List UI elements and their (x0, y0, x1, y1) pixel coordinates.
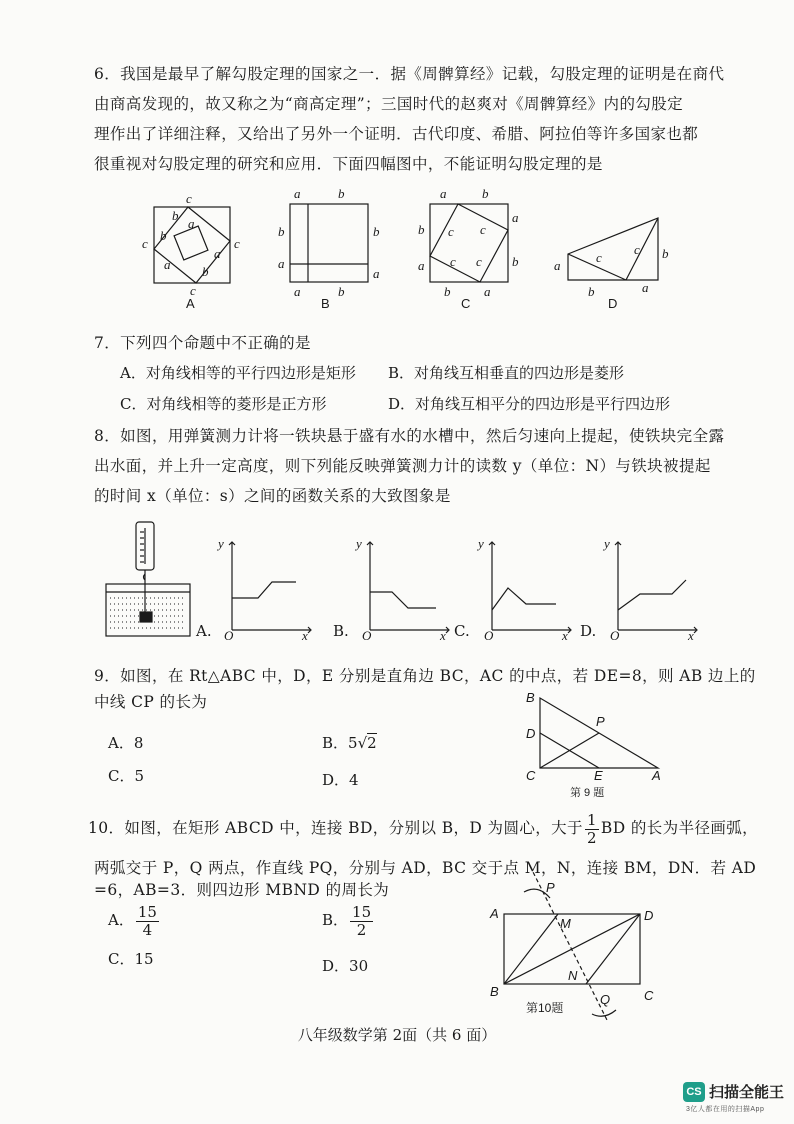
q6-d-c-2: c (634, 242, 640, 257)
q6-c-b-left: b (418, 222, 425, 237)
q10-option-b-num: 15 (352, 903, 372, 921)
q10-line-2: 两弧交于 P，Q 两点，作直线 PQ，分别与 AD，BC 交于点 M，N，连接 BM，DN．若 AD (94, 859, 757, 877)
q8-graph-b[interactable] (352, 536, 452, 640)
q10-option-a-den: 4 (142, 920, 153, 939)
q6-a-c-right: c (234, 236, 240, 251)
q8-line-2: 出水面，并上升一定高度，则下列能反映弹簧测力计的读数 y（单位：N）与铁块被提起 (94, 457, 711, 475)
q6-line-4: 很重视对勾股定理的研究和应用．下面四幅图中，不能证明勾股定理的是 (94, 155, 603, 173)
q6-b-a-left: a (278, 256, 285, 271)
q6-b-b-bot: b (338, 284, 345, 299)
q8-b-y: y (356, 536, 362, 551)
q10-figure (484, 864, 664, 1028)
q6-a-a-r: a (214, 246, 221, 261)
page-footer: 八年级数学第 2面（共 6 面） (297, 1026, 497, 1044)
q10-point-c: C (644, 988, 654, 1003)
q6-a-c-top: c (186, 191, 192, 206)
q10-line-1-after: BD 的长为半径画弧， (600, 819, 759, 837)
camscanner-logo-icon: CS (683, 1082, 705, 1102)
q6-b-b-right: b (373, 224, 380, 239)
q9-caption: 第 9 题 (570, 787, 605, 799)
q10-point-b: B (490, 984, 499, 999)
q7-option-a[interactable]: A．对角线相等的平行四边形是矩形 (120, 364, 356, 382)
q9-point-c: C (526, 768, 536, 783)
q6-a-b-mid: b (160, 228, 167, 243)
q10-option-a-label: A． (108, 911, 134, 929)
q8-a-x: x (302, 628, 308, 640)
q6-c-b-right: b (512, 254, 519, 269)
q10-option-a[interactable] (108, 904, 161, 938)
q7-option-b[interactable]: B．对角线互相垂直的四边形是菱形 (388, 364, 625, 382)
q10-point-n: N (568, 968, 578, 983)
q6-a-c-left: c (142, 236, 148, 251)
q10-option-a-fraction (136, 904, 159, 938)
q6-caption-b: B (321, 296, 330, 310)
q6-b-a-right: a (373, 266, 380, 281)
q10-point-a: A (490, 906, 499, 921)
q10-option-d[interactable]: D．30 (322, 957, 369, 975)
q10-half-num: 1 (586, 811, 597, 829)
q6-b-a-bot: a (294, 284, 301, 299)
q6-b-b-left: b (278, 224, 285, 239)
q6-figure-d (550, 208, 675, 310)
q9-point-a: A (652, 768, 661, 783)
q6-d-c-1: c (596, 250, 602, 265)
q6-d-b-right: b (662, 246, 669, 261)
q7-option-c[interactable]: C．对角线相等的菱形是正方形 (120, 395, 327, 413)
q6-a-a-mid: a (164, 257, 171, 272)
q6-c-a-left: a (418, 258, 425, 273)
q9-point-e: E (594, 768, 603, 783)
q8-line-1: 8．如图，用弹簧测力计将一铁块悬于盛有水的水槽中，然后匀速向上提起，使铁块完全露 (94, 427, 725, 445)
q8-graph-a[interactable] (214, 536, 314, 640)
q8-d-y: y (604, 536, 610, 551)
q9-option-b[interactable] (322, 732, 377, 753)
q6-c-a-top: a (440, 186, 447, 201)
q8-label-a[interactable]: A. (196, 622, 212, 640)
q6-caption-c: C (461, 296, 471, 310)
q6-d-b-bot: b (588, 284, 595, 299)
q8-a-o: O (224, 628, 234, 640)
q6-d-a-left: a (554, 258, 561, 273)
q8-b-o: O (362, 628, 372, 640)
q9-option-a[interactable]: A．8 (108, 734, 144, 752)
q6-c-c-4: c (476, 254, 482, 269)
q9-line-2: 中线 CP 的长为 (94, 693, 208, 711)
q8-line-3: 的时间 x（单位：s）之间的函数关系的大致图象是 (94, 487, 451, 505)
q6-c-c-1: c (448, 224, 454, 239)
q6-figure-c (414, 186, 524, 310)
q10-line-1-before: 10．如图，在矩形 ABCD 中，连接 BD，分别以 B，D 为圆心，大于 (88, 819, 583, 837)
q6-line-2: 由商高发现的，故又称之为“商高定理”；三国时代的赵爽对《周髀算经》内的勾股定 (94, 95, 684, 113)
q6-caption-d: D (608, 296, 618, 310)
q9-figure (520, 688, 670, 800)
q10-line-1 (88, 812, 758, 846)
q6-caption-a: A (186, 296, 195, 310)
q10-option-c[interactable]: C．15 (108, 950, 154, 968)
camscanner-tagline: 3亿人都在用的扫描App (686, 1106, 765, 1113)
q10-option-b[interactable] (322, 904, 375, 938)
q10-option-b-fraction (350, 904, 373, 938)
sqrt-sign-icon: √ (357, 734, 368, 752)
q9-point-d: D (526, 726, 536, 741)
q9-line-1: 9．如图，在 Rt△ABC 中，D，E 分别是直角边 BC，AC 的中点，若 DE=8，则 AB 边上的 (94, 667, 756, 685)
q7-option-d[interactable]: D．对角线互相平分的四边形是平行四边形 (388, 395, 671, 413)
q8-a-y: y (218, 536, 224, 551)
q8-spring-scale-figure (100, 520, 196, 640)
q6-figure-b (276, 186, 386, 310)
q6-line-1: 6．我国是最早了解勾股定理的国家之一．据《周髀算经》记载，勾股定理的证明是在商代 (94, 65, 725, 83)
q10-point-d: D (644, 908, 654, 923)
q9-option-b-prefix: B．5 (322, 734, 358, 752)
q10-line-3: =6，AB=3．则四边形 MBND 的周长为 (94, 881, 390, 899)
q8-d-o: O (610, 628, 620, 640)
q6-b-a-top: a (294, 186, 301, 201)
q6-d-a-bot: a (642, 280, 649, 295)
q10-option-a-num: 15 (137, 903, 157, 921)
q9-point-p: P (596, 714, 605, 729)
q6-line-3: 理作出了详细注释，又给出了另外一个证明．古代印度、希腊、阿拉伯等许多国家也都 (94, 125, 699, 143)
q8-d-x: x (688, 628, 694, 640)
q10-point-q: Q (600, 992, 611, 1007)
q9-option-d[interactable]: D．4 (322, 771, 359, 789)
q6-a-b-bot: b (202, 264, 209, 279)
q6-a-a-top: a (188, 216, 195, 231)
q7-stem: 7．下列四个命题中不正确的是 (94, 334, 311, 352)
q6-c-c-2: c (480, 222, 486, 237)
q6-c-c-3: c (450, 254, 456, 269)
q6-c-a-right: a (512, 210, 519, 225)
q10-caption: 第10题 (526, 1001, 564, 1015)
q9-option-b-radicand: 2 (367, 734, 377, 752)
camscanner-name: 扫描全能王 (709, 1084, 785, 1101)
q6-b-b-top: b (338, 186, 345, 201)
q6-a-b-top: b (172, 208, 179, 223)
q6-figure-a (136, 190, 246, 310)
q8-c-x: x (562, 628, 568, 640)
q6-c-b-top: b (482, 186, 489, 201)
q10-point-p: P (546, 880, 555, 895)
q10-option-b-label: B． (322, 911, 349, 929)
q6-a-c-bot: c (190, 283, 196, 298)
q8-b-x: x (440, 628, 446, 640)
q8-c-y: y (478, 536, 484, 551)
q10-option-b-den: 2 (356, 920, 367, 939)
q10-half-fraction (585, 812, 599, 846)
q8-c-o: O (484, 628, 494, 640)
q9-option-c[interactable]: C．5 (108, 767, 145, 785)
q8-label-d[interactable]: D. (580, 622, 597, 640)
q6-c-a-bot: a (484, 284, 491, 299)
q8-label-c[interactable]: C. (454, 622, 470, 640)
q8-graph-c[interactable] (474, 536, 574, 640)
q8-label-b[interactable]: B. (333, 622, 349, 640)
q8-graph-d[interactable] (600, 536, 700, 640)
q10-half-den: 2 (586, 828, 597, 847)
q6-c-b-bot: b (444, 284, 451, 299)
q9-point-b: B (526, 690, 535, 705)
q10-point-m: M (560, 916, 571, 931)
